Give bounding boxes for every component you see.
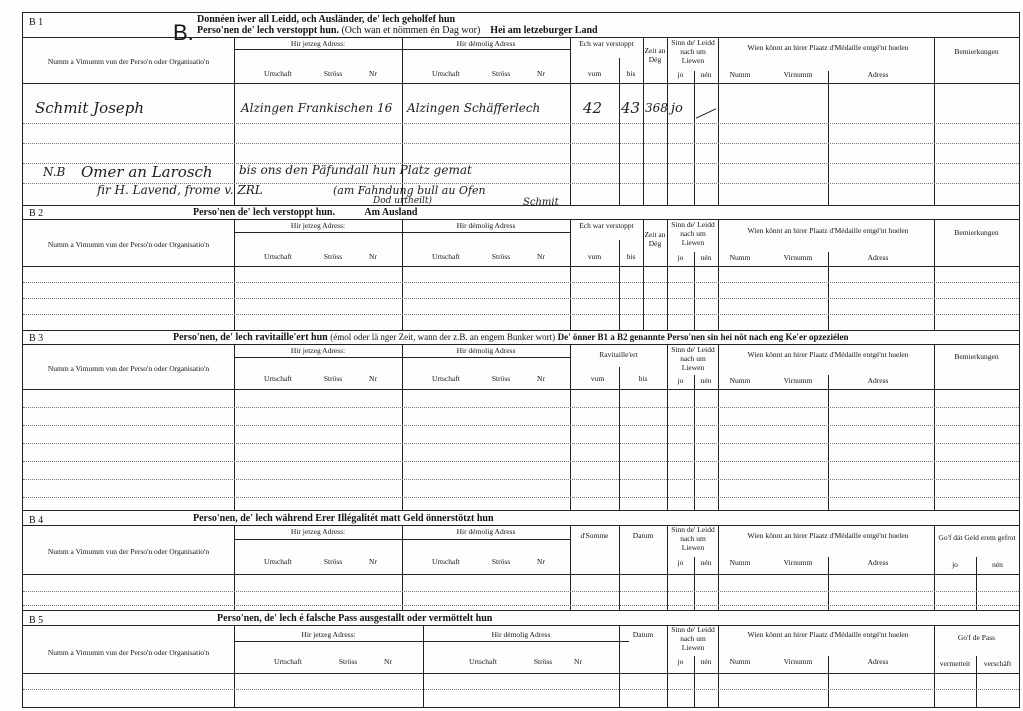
b1-h-name: Numm a Vimumm vun der Perso'n oder Organisatio'n [47, 57, 210, 66]
b1-col-6b [828, 71, 829, 206]
b4-col-5 [667, 525, 668, 611]
b4-h-urtschaft: Urtschaft [264, 557, 292, 566]
section-b3 [22, 330, 1020, 511]
b2-h-nen: nén [700, 253, 712, 262]
b1-col-1 [234, 37, 235, 206]
b1-h-urtschaft: Urtschaft [264, 69, 292, 78]
b3-h-nr-2: Nr [537, 374, 545, 383]
b4-col-6b [828, 557, 829, 611]
b5-row-line-1 [23, 689, 1019, 690]
section-b3-code: B 3 [29, 333, 44, 344]
b5-h-stross: Ströss [338, 657, 358, 666]
section-b3-title-a: Perso'nen, de' lech ravitaille'ert hun [173, 332, 328, 343]
b3-h-former: Hir démolig Adress [456, 346, 516, 355]
b5-h-stross-2: Ströss [533, 657, 553, 666]
b3-h-current: Hir jetzeg Adress: [290, 346, 346, 355]
b4-h-numm: Numm [729, 558, 751, 567]
b3-h-bis: bis [638, 374, 648, 383]
b1-note-label: N.B [43, 165, 66, 179]
b1-col-3 [570, 37, 571, 206]
b5-header-top-line [23, 625, 1019, 626]
b1-entry-nen-mark [696, 108, 716, 118]
b4-h-sinn: Sinn de' Leidd nach um Liewen [671, 525, 715, 552]
b5-h-current: Hir jetzeg Adress: [301, 630, 356, 639]
b3-header-bottom-line [23, 389, 1019, 390]
b2-header-bottom-line [23, 266, 1019, 267]
section-b2-title [193, 207, 417, 218]
b5-h-sinn: Sinn de' Leidd nach um Liewen [671, 625, 715, 652]
b3-col-6 [718, 344, 719, 511]
section-b2-code: B 2 [29, 208, 44, 219]
b4-header-bottom-line [23, 574, 1019, 575]
section-b5-code: B 5 [29, 615, 44, 626]
b5-col-5 [667, 625, 668, 707]
b1-h-urtschaft-2: Urtschaft [432, 69, 460, 78]
section-b1-title-2a: Perso'nen de' lech verstoppt hun. [197, 25, 339, 36]
b4-h-gof: Go'f dát Geld erem gefrot [938, 533, 1016, 542]
b2-h-current: Hir jetzeg Adress: [290, 221, 346, 230]
section-b3-title-c: De' önner B1 a B2 genannte Perso'nen sin hei nöt nach eng Ke'er opzeziélen [557, 332, 849, 342]
b5-h-former: Hir démolig Adress [491, 630, 551, 639]
b4-h-gof-jo: jo [952, 560, 958, 569]
b1-col-6 [718, 37, 719, 206]
b1-h-stross-2: Ströss [491, 69, 511, 78]
b1-h-jo: jo [677, 70, 684, 79]
b4-h-adress: Adress [867, 558, 889, 567]
b5-h-vermetteit: vermetteit [939, 659, 971, 668]
b5-h-name: Numm a Vimumm vun der Perso'n oder Organisatio'n [47, 648, 210, 657]
b1-header-bottom-line [23, 83, 1019, 84]
b4-h-current: Hir jetzeg Adress: [290, 527, 346, 536]
b3-row-line-5 [23, 479, 1019, 480]
b2-row-line-2 [23, 298, 1019, 299]
b3-h-nen: nén [700, 376, 712, 385]
b3-h-medal: Wien könnt an hirer Plaatz d'Médaille entgé'nt huelen [747, 350, 909, 359]
b3-h-stross-2: Ströss [491, 374, 511, 383]
b3-col-3b [619, 367, 620, 511]
b3-h-adress: Adress [867, 376, 889, 385]
b5-col-6 [718, 625, 719, 707]
b4-h-datum: Datum [632, 531, 654, 540]
b2-h-numm: Numm [729, 253, 751, 262]
b5-subheader-line [234, 641, 629, 642]
b2-h-vum: vum [587, 252, 602, 261]
b4-header-top-line [23, 525, 1019, 526]
b3-h-nr: Nr [369, 374, 377, 383]
b4-row-line-2 [23, 605, 1019, 606]
b3-row-line-2 [23, 425, 1019, 426]
b2-h-stross: Ströss [323, 252, 343, 261]
b3-header-top-line [23, 344, 1019, 345]
b1-h-vum: vum [587, 69, 602, 78]
b2-h-urtschaft: Urtschaft [264, 252, 292, 261]
section-b2-title-a: Perso'nen de' lech verstoppt hun. [193, 207, 335, 218]
section-b1-mark: B. [173, 20, 194, 45]
b3-row-line-3 [23, 443, 1019, 444]
section-b5 [22, 610, 1020, 708]
b3-h-jo: jo [677, 376, 684, 385]
b5-h-urtschaft-2: Urtschaft [469, 657, 497, 666]
b4-col-6 [718, 525, 719, 611]
b2-col-5b [694, 252, 695, 331]
section-b3-title [173, 332, 849, 343]
b1-note-left-2: fir H. Lavend, frome v. ZRL [97, 183, 263, 197]
b1-h-former: Hir démolig Adress [456, 39, 516, 48]
b1-h-hidden: Ech war verstoppt [579, 39, 634, 48]
b1-h-nen: nén [700, 70, 712, 79]
b2-h-former: Hir démolig Adress [456, 221, 516, 230]
b4-h-nen: nén [700, 558, 712, 567]
section-b4-code: B 4 [29, 515, 44, 526]
b3-h-numm: Numm [729, 376, 751, 385]
b1-col-7 [934, 37, 935, 206]
b5-h-virnumm: Virnumm [783, 657, 813, 666]
b3-col-3 [570, 344, 571, 511]
b5-h-nr: Nr [384, 657, 392, 666]
b3-col-5 [667, 344, 668, 511]
b1-h-numm: Numm [729, 70, 751, 79]
b4-h-stross: Ströss [323, 557, 343, 566]
b1-entry-former: Alzingen Schäfferlech [407, 101, 541, 115]
b3-col-7 [934, 344, 935, 511]
b1-h-sinn: Sinn de' Leidd nach um Liewen [671, 38, 715, 65]
b5-h-urtschaft: Urtschaft [274, 657, 302, 666]
b3-col-2 [402, 344, 403, 511]
b5-h-datum: Datum [632, 630, 654, 639]
b1-row-line-2 [23, 143, 1019, 144]
section-b2 [22, 205, 1020, 331]
b2-h-jo: jo [677, 253, 684, 262]
b4-h-medal: Wien könnt an hirer Plaatz d'Médaille entgé'nt huelen [747, 531, 909, 540]
b3-col-1 [234, 344, 235, 511]
section-b4 [22, 510, 1020, 611]
b3-h-sinn: Sinn de' Leidd nach um Liewen [671, 345, 715, 372]
b2-h-name: Numm a Vimumm vun der Perso'n oder Organisatio'n [47, 240, 210, 249]
b1-h-zeit: Zeit an Dég [644, 46, 666, 64]
b1-h-medal: Wien könnt an hirer Plaatz d'Médaille entgé'nt huelen [747, 43, 909, 52]
b2-h-urtschaft-2: Urtschaft [432, 252, 460, 261]
section-b1-title-2 [197, 25, 598, 36]
b4-row-line-1 [23, 591, 1019, 592]
section-b5-title: Perso'nen, de' lech é falsche Pass ausgestallt oder vermöttelt hun [217, 613, 493, 624]
b1-note-right-3: Dod urtheilt) [373, 196, 432, 206]
b1-h-nr-2: Nr [537, 69, 545, 78]
b3-h-virnumm: Virnumm [783, 376, 813, 385]
b3-h-stross: Ströss [323, 374, 343, 383]
b1-entry-jo: jo [671, 101, 683, 116]
b2-h-virnumm: Virnumm [783, 253, 813, 262]
b2-h-bis: bis [626, 252, 636, 261]
b1-entry-bis: 43 [621, 99, 641, 117]
b3-row-line-1 [23, 407, 1019, 408]
b1-entry-current: Alzingen Frankischen 16 [241, 101, 393, 115]
b3-h-vum: vum [590, 374, 605, 383]
b2-header-top-line [23, 219, 1019, 220]
b3-h-remarks: Bemierkungen [954, 352, 999, 361]
b4-col-2 [402, 525, 403, 611]
b3-h-urtschaft-2: Urtschaft [432, 374, 460, 383]
section-b4-title: Perso'nen, de' lech während Erer Illégalitét matt Geld önnerstötzt hun [193, 513, 494, 524]
b5-header-bottom-line [23, 673, 1019, 674]
b1-note-right-1: bis ons den Päfundall hun Platz gemat [239, 163, 472, 177]
b5-h-verschaft: verschäft [983, 659, 1012, 668]
b2-h-nr-2: Nr [537, 252, 545, 261]
b2-h-medal: Wien könnt an hirer Plaatz d'Médaille entgé'nt huelen [747, 226, 909, 235]
b2-h-adress: Adress [867, 253, 889, 262]
b1-entry-name: Schmit Joseph [35, 99, 145, 117]
b2-h-remarks: Bemierkungen [954, 228, 999, 237]
b1-note-left-1: Omer an Larosch [81, 163, 213, 181]
b1-h-nr: Nr [369, 69, 377, 78]
b5-h-medal: Wien könnt an hirer Plaatz d'Médaille entgé'nt huelen [747, 630, 909, 639]
b1-col-2 [402, 37, 403, 206]
section-b1-title-2b: (Och wan et nömmen én Dag wor) [341, 25, 481, 36]
b1-row-line-1 [23, 123, 1019, 124]
b2-row-line-3 [23, 314, 1019, 315]
b4-h-virnumm: Virnumm [783, 558, 813, 567]
b2-h-nr: Nr [369, 252, 377, 261]
b4-h-somme: d'Somme [580, 531, 609, 540]
b4-h-nr: Nr [369, 557, 377, 566]
b5-h-adress: Adress [867, 657, 889, 666]
b4-h-stross-2: Ströss [491, 557, 511, 566]
b4-h-nr-2: Nr [537, 557, 545, 566]
b1-col-5 [667, 37, 668, 206]
b2-h-stross-2: Ströss [491, 252, 511, 261]
section-b1-code: B 1 [29, 17, 44, 28]
b5-col-6b [828, 656, 829, 707]
b5-h-jo: jo [677, 657, 684, 666]
b1-h-adress: Adress [867, 70, 889, 79]
section-b1-title-1: Donnéen iwer all Leidd, och Ausländer, de' lech geholfef hun [197, 14, 456, 25]
b3-h-name: Numm a Vimumm vun der Perso'n oder Organisatio'n [47, 364, 210, 373]
b3-h-ravit: Ravitaille'ert [599, 350, 638, 359]
b4-h-urtschaft-2: Urtschaft [432, 557, 460, 566]
b3-h-urtschaft: Urtschaft [264, 374, 292, 383]
section-b1 [22, 12, 1020, 206]
b4-h-gof-nen: nén [992, 560, 1003, 569]
b5-h-numm: Numm [729, 657, 751, 666]
b1-col-5b [694, 71, 695, 206]
section-b1-title-2c: Hei am letzeburger Land [490, 25, 598, 36]
b1-entry-vum: 42 [583, 99, 603, 117]
section-b2-title-b: Am Ausland [364, 207, 418, 218]
b1-h-virnumm: Virnumm [783, 70, 813, 79]
b3-row-line-6 [23, 497, 1019, 498]
b1-h-bis: bis [626, 69, 636, 78]
b1-h-current: Hir jetzeg Adress: [290, 39, 346, 48]
b1-h-stross: Ströss [323, 69, 343, 78]
b1-note-right-2: (am Fahndung bull au Ofen [333, 184, 486, 197]
b2-h-hidden: Ech war verstoppt [579, 221, 634, 230]
b2-h-sinn: Sinn de' Leidd nach um Liewen [671, 220, 715, 247]
b3-row-line-4 [23, 461, 1019, 462]
b5-h-nr-2: Nr [574, 657, 582, 666]
b2-col-6b [828, 252, 829, 331]
section-b3-title-b: (émol oder lä nger Zeit, wann der z.B. an engem Bunker wort) [330, 332, 556, 342]
b4-col-1 [234, 525, 235, 611]
b1-entry-days: 368 [645, 101, 668, 115]
b5-h-pass: Go'f de Pass [957, 633, 996, 642]
b2-h-zeit: Zeit an Dég [644, 230, 666, 248]
b4-h-former: Hir démolig Adress [456, 527, 516, 536]
b1-h-remarks: Bemierkungen [954, 47, 999, 56]
b1-signature: Schmit [523, 197, 559, 208]
b5-h-nen: nén [700, 657, 712, 666]
b4-h-name: Numm a Vimumm vun der Perso'n oder Organisatio'n [47, 547, 210, 556]
b1-header-top-line [23, 37, 1019, 38]
b4-h-jo: jo [677, 558, 684, 567]
b2-row-line-1 [23, 282, 1019, 283]
